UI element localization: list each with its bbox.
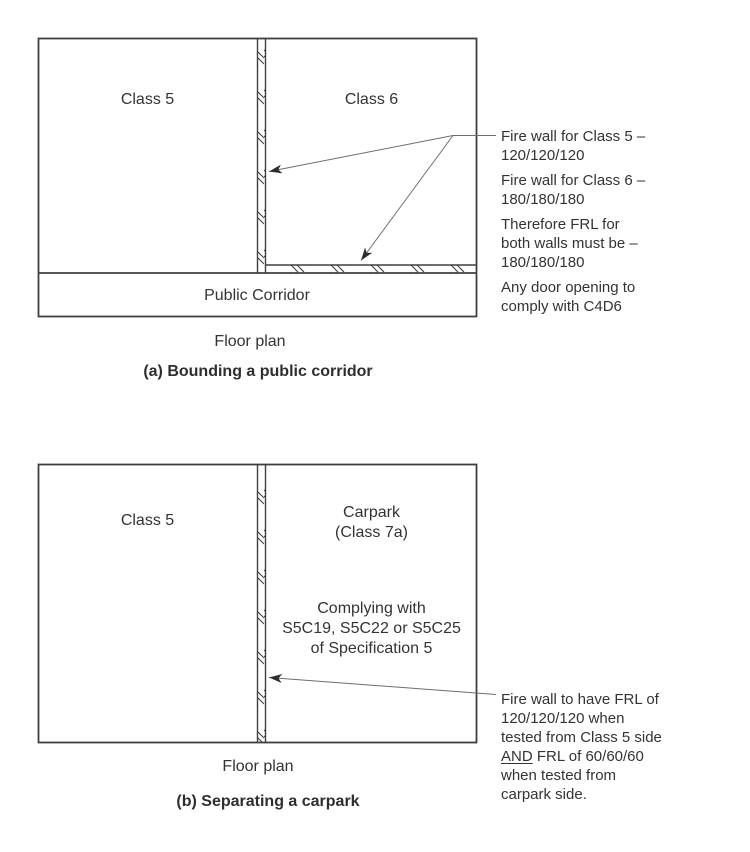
- note-a-door-opening: [501, 278, 686, 316]
- room-label-class5-a: Class 5: [120, 91, 175, 108]
- note-line: Fire wall to have FRL of: [501, 691, 659, 708]
- caption-a: (a) Bounding a public corridor: [143, 363, 373, 380]
- note-line-with-underline: [501, 747, 691, 766]
- note-b-firewall-frl: [501, 690, 691, 804]
- note-line: both walls must be –: [501, 235, 638, 252]
- note-line: comply with C4D6: [501, 298, 622, 315]
- fire-wall-a-vertical: [258, 39, 266, 274]
- leader-a-to-vertical-wall-arrow: [269, 136, 453, 172]
- caption-b: (b) Separating a carpark: [176, 793, 360, 810]
- leader-lines-b: [269, 678, 496, 695]
- note-line: 120/120/120 when: [501, 710, 625, 727]
- floor-plan-label-b: Floor plan: [222, 758, 294, 775]
- annotation-block-b: [501, 690, 691, 810]
- note-line: Any door opening to: [501, 279, 636, 296]
- fire-wall-b-vertical: [258, 465, 266, 743]
- annotation-block-a: [501, 127, 686, 322]
- note-line: Fire wall for Class 5 –: [501, 128, 646, 145]
- floor-plan-label-a: Floor plan: [214, 333, 286, 350]
- underlined-and: AND: [501, 748, 533, 765]
- corridor-label-a: Public Corridor: [204, 287, 310, 304]
- room-label-class6-a: Class 6: [344, 91, 399, 108]
- diagram-a-geometry: [39, 39, 497, 317]
- complying-line2: S5C19, S5C22 or S5C25: [282, 620, 461, 637]
- note-a-frl-both-walls: [501, 215, 686, 272]
- note-line: 120/120/120: [501, 147, 585, 164]
- leader-a-to-horizontal-wall-arrow: [361, 136, 453, 261]
- note-line4-rest: FRL of 60/60/60: [532, 748, 644, 765]
- note-a-firewall-class6: [501, 171, 686, 209]
- complying-note: [266, 599, 477, 659]
- complying-line1: Complying with: [317, 600, 426, 617]
- note-line: Fire wall for Class 6 –: [501, 172, 646, 189]
- carpark-label-line2: (Class 7a): [335, 524, 408, 541]
- note-line: tested from Class 5 side: [501, 729, 662, 746]
- carpark-label-line1: Carpark: [343, 504, 400, 521]
- note-line: 180/180/180: [501, 254, 585, 271]
- note-a-firewall-class5: [501, 127, 686, 165]
- fire-wall-a-horizontal: [266, 265, 477, 273]
- complying-line3: of Specification 5: [310, 640, 433, 657]
- note-line: carpark side.: [501, 786, 587, 803]
- note-line: 180/180/180: [501, 191, 585, 208]
- note-line: when tested from: [501, 767, 617, 784]
- note-line: Therefore FRL for: [501, 216, 620, 233]
- room-label-carpark: [266, 503, 477, 543]
- leader-lines-a: [269, 136, 496, 261]
- leader-b-to-wall-arrow: [269, 678, 496, 695]
- room-label-class5-b: Class 5: [120, 512, 175, 529]
